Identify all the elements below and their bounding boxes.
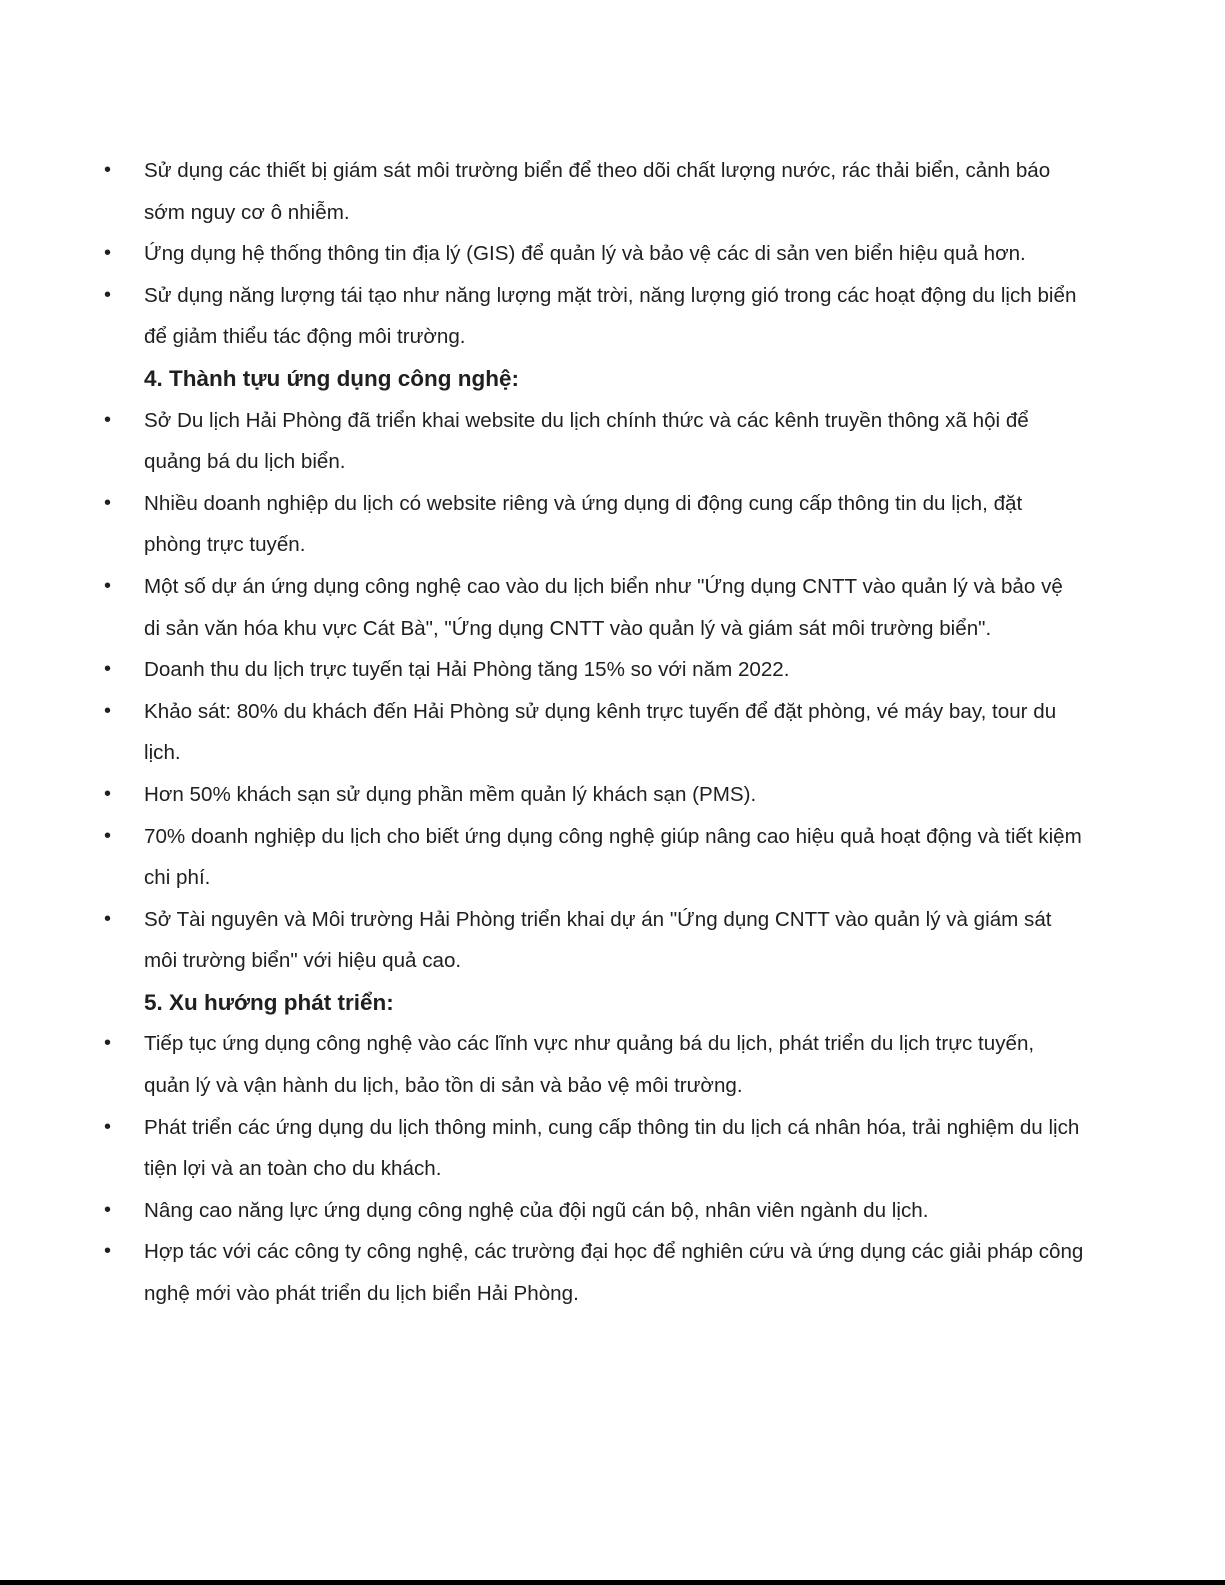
- list-item-text: Phát triển các ứng dụng du lịch thông minh, cung cấp thông tin du lịch cá nhân hóa, trải nghiệm du lịch tiện lợi và an toàn cho du khách.: [144, 1115, 1080, 1181]
- bullet-icon: •: [104, 408, 112, 431]
- list-item-text: Nâng cao năng lực ứng dụng công nghệ của đội ngũ cán bộ, nhân viên ngành du lịch.: [144, 1198, 929, 1222]
- list-item-text: Hơn 50% khách sạn sử dụng phần mềm quản lý khách sạn (PMS).: [144, 782, 757, 806]
- list-item: [0, 1107, 1084, 1190]
- list-item-text: Ứng dụng hệ thống thông tin địa lý (GIS) để quản lý và bảo vệ các di sản ven biển hiệu quả hơn.: [144, 242, 1026, 266]
- bullet-icon: •: [104, 907, 112, 930]
- list-item-text: Doanh thu du lịch trực tuyến tại Hải Phòng tăng 15% so với năm 2022.: [144, 658, 790, 682]
- section-heading-4: 4. Thành tựu ứng dụng công nghệ:: [144, 365, 520, 391]
- list-item: [0, 774, 1084, 816]
- list-item-text: Khảo sát: 80% du khách đến Hải Phòng sử dụng kênh trực tuyến để đặt phòng, vé máy bay, tour du lịch.: [144, 699, 1057, 765]
- bullet-icon: •: [104, 1115, 112, 1138]
- list-item: [0, 691, 1084, 774]
- bullet-icon: •: [104, 1198, 112, 1221]
- list-item: [0, 275, 1084, 358]
- section-heading-5: 5. Xu hướng phát triển:: [144, 989, 394, 1015]
- list-item: [0, 899, 1084, 982]
- bullet-icon: •: [104, 782, 112, 805]
- list-item-text: Sử dụng năng lượng tái tạo như năng lượng mặt trời, năng lượng gió trong các hoạt động du lịch biển để giảm thiểu tác động môi trường.: [144, 283, 1077, 349]
- bullet-icon: •: [104, 658, 112, 681]
- list-item: [0, 566, 1084, 649]
- list-item-text: Tiếp tục ứng dụng công nghệ vào các lĩnh vực như quảng bá du lịch, phát triển du lịch trực tuyến, quản lý và vận hành du lịch, bảo tồn di sản và bảo vệ môi trường.: [144, 1032, 1035, 1098]
- bullet-icon: •: [104, 1032, 112, 1055]
- list-item: [0, 233, 1084, 275]
- list-item: [0, 1023, 1084, 1106]
- list-item-text: Hợp tác với các công ty công nghệ, các trường đại học để nghiên cứu và ứng dụng các giải pháp công nghệ mới vào phát triển du lịch biển Hải Phòng.: [144, 1240, 1084, 1306]
- list-item: [0, 816, 1084, 899]
- list-item-text: Sở Du lịch Hải Phòng đã triển khai website du lịch chính thức và các kênh truyền thông xã hội để quảng bá du lịch biển.: [144, 408, 1029, 474]
- list-item-text: Sở Tài nguyên và Môi trường Hải Phòng triển khai dự án "Ứng dụng CNTT vào quản lý và giám sát môi trường biển" với hiệu quả cao.: [144, 907, 1052, 973]
- list-item-text: 70% doanh nghiệp du lịch cho biết ứng dụng công nghệ giúp nâng cao hiệu quả hoạt động và tiết kiệm chi phí.: [144, 824, 1082, 890]
- page-bottom-edge: [0, 1580, 1225, 1585]
- list-item-text: Nhiều doanh nghiệp du lịch có website riêng và ứng dụng di động cung cấp thông tin du lịch, đặt phòng trực tuyến.: [144, 491, 1023, 557]
- bullet-icon: •: [104, 242, 112, 265]
- list-item-text: Sử dụng các thiết bị giám sát môi trường biển để theo dõi chất lượng nước, rác thải biển, cảnh báo sớm nguy cơ ô nhiễm.: [144, 159, 1051, 224]
- bullet-icon: •: [104, 699, 112, 722]
- bullet-icon: •: [104, 824, 112, 847]
- list-item: [0, 400, 1084, 483]
- list-item: [0, 483, 1084, 566]
- document-content: [0, 150, 1225, 1315]
- bullet-icon: •: [104, 1240, 112, 1263]
- bullet-icon: •: [104, 574, 112, 597]
- bullet-icon: •: [104, 283, 112, 306]
- list-item: [0, 150, 1084, 233]
- bullet-icon: •: [104, 491, 112, 514]
- bullet-icon: •: [104, 159, 112, 181]
- list-item: [0, 1190, 1084, 1232]
- list-item: [0, 1231, 1084, 1314]
- list-item: [0, 649, 1084, 691]
- list-item-text: Một số dự án ứng dụng công nghệ cao vào du lịch biển như "Ứng dụng CNTT vào quản lý và bảo vệ di sản văn hóa khu vực Cát Bà", "Ứng dụng CNTT vào quản lý và giám sát môi trường biển".: [144, 574, 1063, 640]
